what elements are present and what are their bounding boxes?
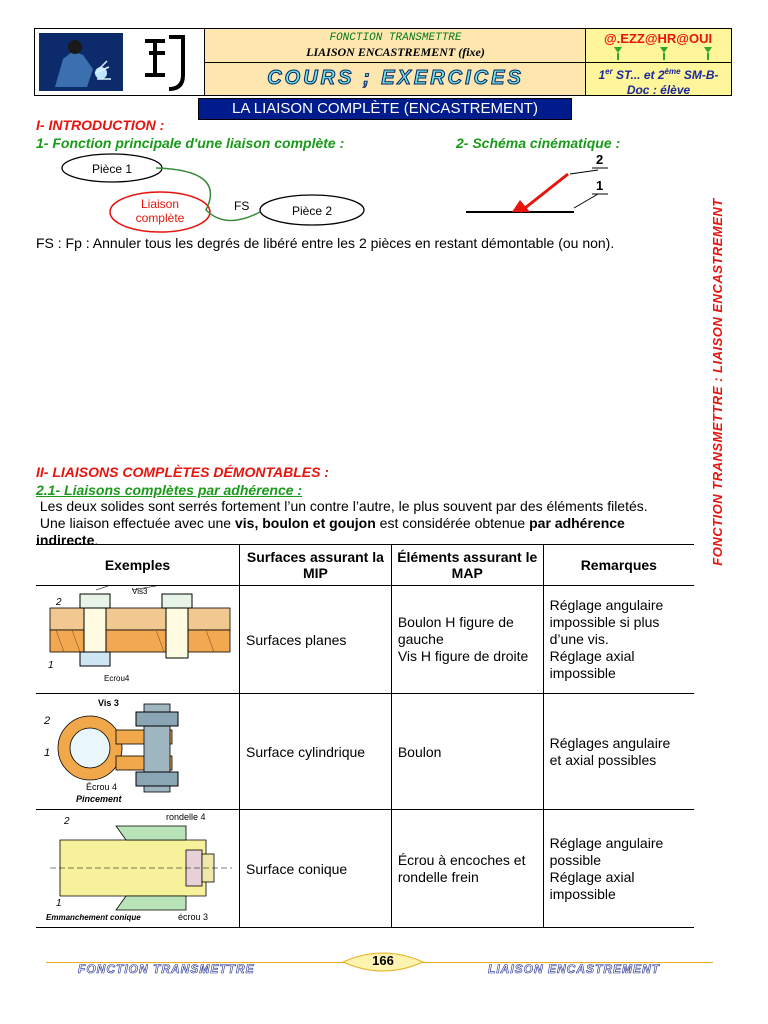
example-figure-1 <box>36 586 240 694</box>
fig1-label-ecrou: Ecrou4 <box>104 674 130 683</box>
fig1-label-2: 2 <box>56 597 62 608</box>
fs-description: FS : Fp : Annuler tous les degrés de libéré entre les 2 pièces en restant démontable (ou non). <box>36 235 615 251</box>
footer-left: FONCTION TRANSMETTRE <box>78 962 255 976</box>
surface-cell: Surface cylindrique <box>240 694 392 810</box>
surface-cell: Surfaces planes <box>240 586 392 694</box>
flower-icons <box>586 45 731 61</box>
author-name: @.EZZ@HR@OUI <box>604 31 713 46</box>
fig3-label-2: 2 <box>64 816 70 827</box>
table-row <box>36 586 694 694</box>
fig3-label-rondelle: rondelle 4 <box>166 812 206 822</box>
section-1-heading: I- INTRODUCTION : <box>36 117 165 133</box>
course-cell <box>204 62 587 96</box>
clamp-bolt-drawing <box>36 694 239 806</box>
header <box>34 28 730 96</box>
elements-cell: Écrou à encoches et rondelle frein <box>391 810 543 928</box>
level-1-a: 1 <box>598 68 606 82</box>
para-2-e: indirecte <box>36 532 95 548</box>
schema-arrow-2 <box>570 170 598 174</box>
course-banner: COURS ; EXERCICES <box>267 67 524 89</box>
side-vertical-title: FONCTION TRANSMETTRE : LIAISON ENCASTREMENT <box>710 198 725 566</box>
fig1-label-vis3: Vis3 <box>132 587 148 596</box>
page-title: LA LIAISON COMPLÈTE (ENCASTREMENT) <box>198 98 572 120</box>
para-2-c: est considérée obtenue <box>375 515 530 531</box>
fig2-label-ecrou: Écrou 4 <box>86 782 118 792</box>
page-number: 166 <box>372 953 394 968</box>
remarques-cell: Réglage angulaire possible Réglage axial impossible <box>543 810 694 928</box>
piece-2-label: Pièce 2 <box>291 204 333 218</box>
logo-cell <box>34 28 206 96</box>
remarques-cell: Réglages angulaire et axial possibles <box>543 694 694 810</box>
level-1-c: SM-B- <box>680 68 719 82</box>
level-cell <box>585 62 732 96</box>
remarques-cell: Réglage angulaire impossible si plus d’une vis. Réglage axial impossible <box>543 586 694 694</box>
elements-cell: Boulon <box>391 694 543 810</box>
para-2-a: Une liaison effectuée avec une <box>36 515 235 531</box>
fig1-label-1: 1 <box>48 660 54 671</box>
surface-cell: Surface conique <box>240 810 392 928</box>
section-2-para-1: Les deux solides sont serrés fortement l’un contre l’autre, le plus souvent par des éléments filetés. <box>36 498 648 514</box>
footer-right: LIAISON ENCASTREMENT <box>488 962 661 976</box>
example-figure-2 <box>36 694 240 810</box>
liaison-label-2: complète <box>135 211 185 225</box>
fig2-label-vis: Vis 3 <box>98 698 119 708</box>
level-line-2: Doc : élève <box>626 83 691 97</box>
section-1-sub-1: 1- Fonction principale d'une liaison complète : <box>36 135 345 151</box>
fig3-label-emmanchement: Emmanchement conique <box>46 913 141 922</box>
para-2-b: vis, boulon et goujon <box>235 515 376 531</box>
table-row <box>36 694 694 810</box>
kinematic-schema <box>462 150 622 222</box>
section-2-heading: II- LIAISONS COMPLÈTES DÉMONTABLES : <box>36 464 329 480</box>
piece-1-label: Pièce 1 <box>91 162 133 176</box>
author-cell <box>585 28 732 63</box>
liaison-label: LIAISON ENCASTREMENT (fixe) <box>306 45 485 59</box>
welder-logo <box>35 29 205 95</box>
schema-label-1: 1 <box>596 178 604 193</box>
para-2-f: . <box>94 532 99 548</box>
level-sup-2: ème <box>664 67 681 76</box>
col-remarques: Remarques <box>543 545 694 586</box>
example-figure-3 <box>36 810 240 928</box>
plane-bolt-drawing <box>36 586 239 690</box>
para-2-d: par adhérence <box>529 515 625 531</box>
fig2-label-2: 2 <box>44 715 51 727</box>
section-1-sub-2: 2- Schéma cinématique : <box>456 135 621 151</box>
examples-table <box>36 544 694 928</box>
schema-arrow-1 <box>574 194 598 208</box>
level-sup-1: er <box>605 67 613 76</box>
liaison-label-1: Liaison <box>140 197 180 211</box>
fig3-label-ecrou: écrou 3 <box>178 912 209 922</box>
title-cell <box>204 28 587 63</box>
fs-label: FS <box>234 199 250 213</box>
table-header-row <box>36 545 694 586</box>
function-diagram <box>56 150 376 234</box>
schema-red-line <box>520 174 568 212</box>
level-1-b: ST... et 2 <box>612 68 665 82</box>
col-elements: Éléments assurant le MAP <box>391 545 543 586</box>
fonction-label: FONCTION TRANSMETTRE <box>329 32 462 44</box>
col-exemples: Exemples <box>36 545 240 586</box>
conical-fit-drawing <box>36 810 239 924</box>
table-row <box>36 810 694 928</box>
fig2-label-pincement: Pincement <box>76 794 122 804</box>
col-surfaces: Surfaces assurant la MIP <box>240 545 392 586</box>
fig2-label-1: 1 <box>44 747 51 759</box>
section-2-sub: 2.1- Liaisons complètes par adhérence : <box>36 482 303 498</box>
level-line-1 <box>586 64 731 83</box>
schema-label-2: 2 <box>596 152 604 167</box>
fig3-label-1: 1 <box>56 898 62 909</box>
elements-cell: Boulon H figure de gauche Vis H figure de droite <box>391 586 543 694</box>
